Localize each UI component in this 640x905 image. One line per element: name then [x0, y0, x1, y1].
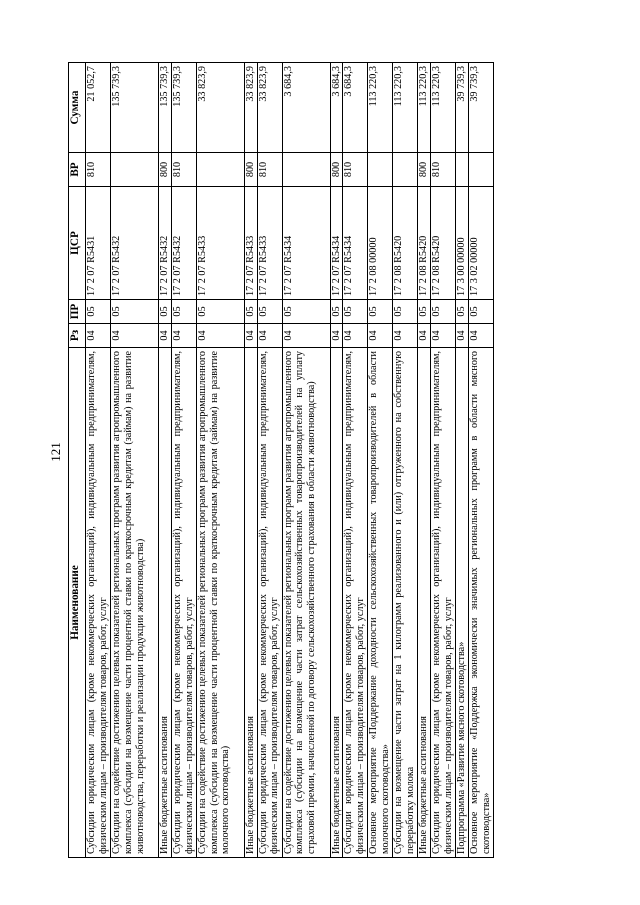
header-csr: ЦСР [69, 187, 86, 300]
row-sum: 39 739,3 [456, 63, 469, 153]
row-vr: 800 [244, 153, 257, 187]
row-name: Основное мероприятие «Поддержка экономически значимых региональных программ в области мясного скотоводства» [468, 348, 493, 858]
row-csr: 17 3 02 00000 [468, 187, 493, 300]
rotated-page-content [68, 63, 572, 858]
row-name: Иные бюджетные ассигнования [159, 348, 172, 858]
row-vr: 800 [330, 153, 343, 187]
row-pr: 05 [468, 300, 493, 324]
row-rz: 04 [368, 324, 393, 348]
row-rz: 04 [86, 324, 111, 348]
row-csr: 17 2 07 R5432 [171, 187, 196, 300]
row-vr: 810 [171, 153, 196, 187]
row-pr: 05 [456, 300, 469, 324]
page-number: 121 [48, 442, 63, 462]
row-csr: 17 2 07 R5433 [244, 187, 257, 300]
row-csr: 17 2 08 R5420 [431, 187, 456, 300]
row-name: Субсидии юридическим лицам (кроме некоммерческих организаций), индивидуальным предпринимателям, физическим лицам – производителям товаров, работ, услуг [86, 348, 111, 858]
row-sum: 135 739,3 [111, 63, 159, 153]
row-sum: 135 739,3 [171, 63, 196, 153]
table-row [111, 63, 159, 858]
row-pr: 05 [282, 300, 330, 324]
row-vr [111, 153, 159, 187]
table-row [244, 63, 257, 858]
row-vr [368, 153, 393, 187]
row-vr [282, 153, 330, 187]
row-csr: 17 2 08 R5420 [393, 187, 418, 300]
row-csr: 17 3 00 00000 [456, 187, 469, 300]
row-name: Подпрограмма «Развитие мясного скотоводства» [456, 348, 469, 858]
row-vr [393, 153, 418, 187]
row-pr: 05 [111, 300, 159, 324]
row-sum: 39 739,3 [468, 63, 493, 153]
row-rz: 04 [159, 324, 172, 348]
row-name: Иные бюджетные ассигнования [418, 348, 431, 858]
header-rz: Рз [69, 324, 86, 348]
row-pr: 05 [159, 300, 172, 324]
row-sum: 113 220,3 [431, 63, 456, 153]
row-pr: 05 [330, 300, 343, 324]
table-row [456, 63, 469, 858]
table-row [282, 63, 330, 858]
row-pr: 05 [431, 300, 456, 324]
row-rz: 04 [393, 324, 418, 348]
table-header-row [69, 63, 86, 858]
row-name: Иные бюджетные ассигнования [244, 348, 257, 858]
row-vr: 810 [257, 153, 282, 187]
row-name: Основное мероприятие «Поддержание доходности сельскохозяйственных товаропроизводителей в области молочного скотоводства» [368, 348, 393, 858]
row-rz: 04 [244, 324, 257, 348]
row-rz: 04 [282, 324, 330, 348]
row-vr: 810 [431, 153, 456, 187]
header-vr: ВР [69, 153, 86, 187]
row-pr: 05 [343, 300, 368, 324]
row-pr: 05 [393, 300, 418, 324]
row-sum: 3 684,3 [343, 63, 368, 153]
row-pr: 05 [86, 300, 111, 324]
header-pr: ПР [69, 300, 86, 324]
row-rz: 04 [196, 324, 244, 348]
table-body [86, 63, 494, 858]
row-rz: 04 [330, 324, 343, 348]
budget-table [68, 62, 494, 858]
row-name: Субсидии юридическим лицам (кроме некоммерческих организаций), индивидуальным предпринимателям, физическим лицам – производителям товаров, работ, услуг [171, 348, 196, 858]
row-vr [468, 153, 493, 187]
row-rz: 04 [111, 324, 159, 348]
row-csr: 17 2 07 R5434 [282, 187, 330, 300]
table-row [159, 63, 172, 858]
row-name: Субсидии на содействие достижению целевых показателей региональных программ развития агропромышленного комплекса (субсидии на возмещение части процентной ставки по краткосрочным кредитам (займам) на развитие животноводства, переработки и реализации продукции животноводства) [111, 348, 159, 858]
table-row [343, 63, 368, 858]
row-rz: 04 [343, 324, 368, 348]
row-vr: 810 [343, 153, 368, 187]
header-name: Наименование [69, 348, 86, 858]
row-sum: 21 052,7 [86, 63, 111, 153]
row-sum: 33 823,9 [257, 63, 282, 153]
table-row [393, 63, 418, 858]
row-csr: 17 2 08 00000 [368, 187, 393, 300]
table-row [368, 63, 393, 858]
table-row [418, 63, 431, 858]
row-name: Субсидии юридическим лицам (кроме некоммерческих организаций), индивидуальным предпринимателям, физическим лицам – производителям товаров, работ, услуг [431, 348, 456, 858]
table-row [86, 63, 111, 858]
row-sum: 3 684,3 [282, 63, 330, 153]
row-csr: 17 2 07 R5432 [159, 187, 172, 300]
row-csr: 17 2 08 R5420 [418, 187, 431, 300]
row-sum: 33 823,9 [196, 63, 244, 153]
table-row [171, 63, 196, 858]
row-rz: 04 [456, 324, 469, 348]
row-rz: 04 [257, 324, 282, 348]
table-row [196, 63, 244, 858]
table-row [468, 63, 493, 858]
row-rz: 04 [171, 324, 196, 348]
row-csr: 17 2 07 R5434 [343, 187, 368, 300]
row-sum: 113 220,3 [368, 63, 393, 153]
header-sum: Сумма [69, 63, 86, 153]
row-sum: 113 220,3 [418, 63, 431, 153]
row-name: Субсидии юридическим лицам (кроме некоммерческих организаций), индивидуальным предпринимателям, физическим лицам – производителям товаров, работ, услуг [257, 348, 282, 858]
table-row [431, 63, 456, 858]
row-pr: 05 [171, 300, 196, 324]
row-vr: 800 [418, 153, 431, 187]
row-vr [196, 153, 244, 187]
row-pr: 05 [196, 300, 244, 324]
row-pr: 05 [418, 300, 431, 324]
row-name: Иные бюджетные ассигнования [330, 348, 343, 858]
row-vr: 800 [159, 153, 172, 187]
row-name: Субсидии на содействие достижению целевых показателей региональных программ развития агропромышленного комплекса (субсидии на возмещение части процентной ставки по краткосрочным кредитам (займам) на развитие молочного скотоводства) [196, 348, 244, 858]
row-rz: 04 [468, 324, 493, 348]
row-name: Субсидии на содействие достижению целевых показателей региональных программ развития агропромышленного комплекса (субсидии на возмещение части затрат сельскохозяйственных товаропроизводителей на уплату страховой премии, начисленной по договору сельскохозяйственного страхования в области животноводства) [282, 348, 330, 858]
row-rz: 04 [431, 324, 456, 348]
row-csr: 17 2 07 R5433 [196, 187, 244, 300]
row-sum: 113 220,3 [393, 63, 418, 153]
row-rz: 04 [418, 324, 431, 348]
row-pr: 05 [368, 300, 393, 324]
table-row [330, 63, 343, 858]
row-sum: 33 823,9 [244, 63, 257, 153]
row-vr: 810 [86, 153, 111, 187]
row-vr [456, 153, 469, 187]
row-name: Субсидии юридическим лицам (кроме некоммерческих организаций), индивидуальным предпринимателям, физическим лицам – производителям товаров, работ, услуг [343, 348, 368, 858]
row-csr: 17 2 07 R5433 [257, 187, 282, 300]
row-csr: 17 2 07 R5434 [330, 187, 343, 300]
table-row [257, 63, 282, 858]
row-csr: 17 2 07 R5431 [86, 187, 111, 300]
row-pr: 05 [244, 300, 257, 324]
row-pr: 05 [257, 300, 282, 324]
row-csr: 17 2 07 R5432 [111, 187, 159, 300]
row-sum: 135 739,3 [159, 63, 172, 153]
row-sum: 3 684,3 [330, 63, 343, 153]
row-name: Субсидии на возмещение части затрат на 1 килограмм реализованного и (или) отгруженного на собственную переработку молока [393, 348, 418, 858]
